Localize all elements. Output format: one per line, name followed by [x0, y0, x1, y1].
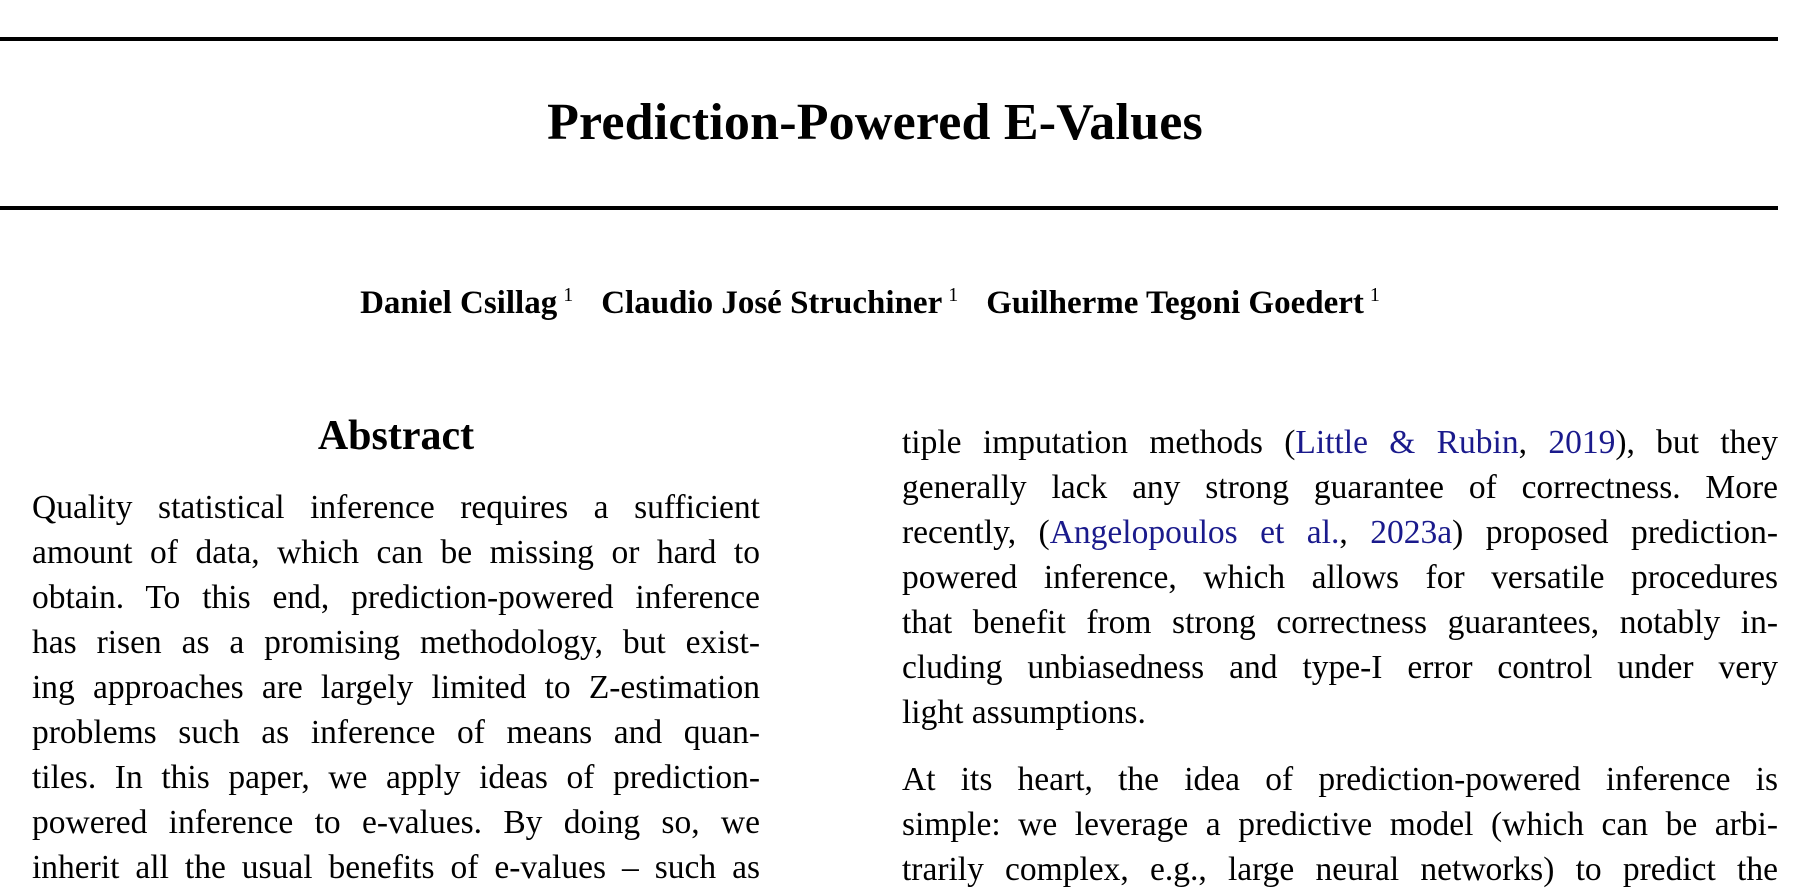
- title-bottom-rule: [0, 206, 1778, 210]
- intro-body: [902, 420, 1778, 892]
- paper-title: Prediction-Powered E-Values: [547, 94, 1203, 151]
- intro-line: powered inference, which allows for versatile procedures: [902, 559, 1778, 596]
- intro-line: simple: we leverage a predictive model (which can be arbi-: [902, 806, 1778, 843]
- abstract-line: tiles. In this paper, we apply ideas of prediction-: [32, 759, 760, 796]
- author-list: [0, 284, 1740, 322]
- abstract-line: has risen as a promising methodology, but exist-: [32, 624, 760, 661]
- text-run: tiple imputation methods (: [902, 424, 1296, 461]
- citation-link-2019[interactable]: 2019: [1548, 424, 1616, 461]
- author-name: Daniel Csillag: [360, 285, 558, 321]
- author-name: Claudio José Struchiner: [601, 285, 943, 321]
- text-run: ,: [1339, 514, 1371, 551]
- title-top-rule: [0, 37, 1778, 41]
- affiliation-marker: 1: [1369, 284, 1380, 306]
- affiliation-marker: 1: [563, 284, 574, 306]
- intro-line: trarily complex, e.g., large neural networks) to predict the: [902, 851, 1778, 888]
- abstract-line: inherit all the usual benefits of e-values – such as: [32, 849, 760, 886]
- intro-line: [902, 420, 1778, 465]
- intro-line: cluding unbiasedness and type-I error control under very: [902, 649, 1778, 686]
- author: [601, 284, 958, 322]
- text-run: ) proposed prediction-: [1452, 514, 1779, 551]
- intro-line: generally lack any strong guarantee of correctness. More: [902, 469, 1778, 506]
- author-name: Guilherme Tegoni Goedert: [986, 285, 1364, 321]
- author: [986, 284, 1380, 322]
- abstract-line: amount of data, which can be missing or hard to: [32, 534, 760, 571]
- citation-link-2023a[interactable]: 2023a: [1370, 514, 1453, 551]
- abstract-line: Quality statistical inference requires a sufficient: [32, 489, 760, 526]
- abstract-line: powered inference to e-values. By doing so, we: [32, 804, 760, 841]
- paragraph-gap: [902, 735, 1778, 757]
- text-run: ), but they: [1615, 424, 1779, 461]
- abstract-heading: Abstract: [317, 413, 475, 459]
- text-run: recently, (: [902, 514, 1050, 551]
- intro-line: that benefit from strong correctness guarantees, notably in-: [902, 604, 1778, 641]
- intro-line: light assumptions.: [902, 694, 1146, 731]
- abstract-body: [32, 485, 760, 890]
- text-run: ,: [1518, 424, 1549, 461]
- intro-line: At its heart, the idea of prediction-powered inference is: [902, 761, 1778, 798]
- intro-line: [902, 510, 1778, 555]
- abstract-line: problems such as inference of means and quan-: [32, 714, 760, 751]
- author: [360, 284, 573, 322]
- abstract-line: obtain. To this end, prediction-powered inference: [32, 579, 760, 616]
- abstract-line: ing approaches are largely limited to Z-estimation: [32, 669, 760, 706]
- citation-link-angelopoulos[interactable]: Angelopoulos et al.: [1049, 514, 1340, 551]
- affiliation-marker: 1: [948, 284, 959, 306]
- citation-link-little-rubin[interactable]: Little & Rubin: [1295, 424, 1519, 461]
